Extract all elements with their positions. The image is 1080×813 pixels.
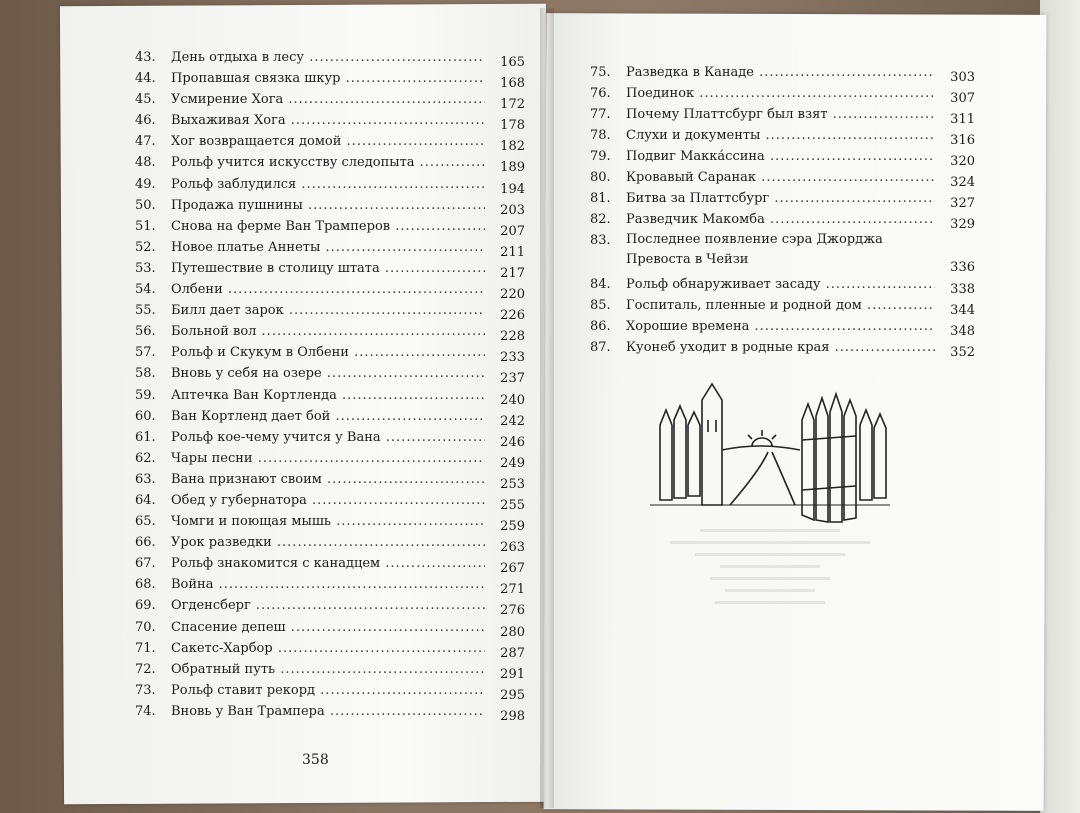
toc-entry-title: Пропавшая связка шкур .....	[171, 68, 485, 89]
toc-entry	[135, 595, 525, 619]
toc-entry-number: 49.	[135, 176, 156, 192]
toc-entry-page: 189	[500, 160, 525, 176]
toc-entry-number: 78.	[590, 128, 611, 143]
toc-entry-number: 79.	[590, 149, 611, 164]
toc-entry-title: Кровавый Саранак .....	[626, 167, 935, 188]
toc-entry-page: 329	[950, 217, 975, 232]
toc-entry-title: Урок разведки .....	[171, 532, 485, 553]
toc-entry-title: Подвиг Макка́ссина .....	[626, 146, 935, 167]
toc-entry-page: 295	[500, 687, 525, 703]
toc-entry	[590, 274, 975, 295]
toc-entry	[590, 230, 975, 274]
toc-entry	[590, 295, 975, 316]
toc-entry-number: 63.	[135, 471, 156, 487]
toc-entry-title: Поединок .....	[626, 83, 935, 104]
toc-entry-title: Рольф заблудился .....	[171, 174, 485, 195]
toc-entry-page: 276	[500, 603, 525, 619]
toc-entry-number: 47.	[135, 134, 156, 150]
toc-entry-title: Слухи и документы .....	[626, 125, 935, 146]
toc-entry-title: Рольф и Скукум в Олбени .....	[171, 342, 485, 363]
toc-entry-page: 267	[500, 561, 525, 577]
toc-entry-page: 211	[500, 244, 525, 260]
toc-entry	[590, 125, 975, 146]
toc-entry-number: 43.	[135, 50, 156, 65]
toc-left-list	[135, 47, 525, 722]
toc-entry-title: Чары песни .....	[171, 448, 485, 469]
toc-entry-number: 80.	[590, 170, 611, 185]
toc-entry-title: Обратный путь .....	[171, 659, 485, 680]
toc-entry	[135, 680, 525, 701]
toc-entry-page: 226	[500, 308, 525, 324]
toc-entry	[135, 237, 525, 258]
toc-entry-number: 62.	[135, 450, 156, 466]
toc-entry-page: 217	[500, 265, 525, 281]
toc-entry-number: 59.	[135, 387, 156, 403]
toc-entry-number: 60.	[135, 408, 156, 424]
toc-entry-page: 228	[500, 329, 525, 345]
toc-entry	[135, 47, 525, 68]
toc-entry-title: Рольф учится искусству следопыта .....	[171, 152, 485, 173]
toc-entry-page: 327	[950, 196, 975, 211]
toc-entry-number: 52.	[135, 239, 156, 255]
toc-entry-page: 263	[500, 540, 525, 556]
toc-entry	[135, 152, 525, 176]
toc-entry-title: Хог возвращается домой .....	[171, 131, 485, 152]
toc-entry-number: 72.	[135, 661, 156, 677]
toc-entry	[135, 195, 525, 216]
toc-entry	[135, 427, 525, 448]
toc-entry-page: 178	[500, 118, 525, 134]
toc-entry-title: Куонеб уходит в родные края .....	[626, 337, 935, 358]
toc-entry-title: Последнее появление сэра Джорджа Превоста в Чейзи	[626, 232, 883, 267]
toc-entry	[135, 469, 525, 490]
toc-entry-number: 84.	[590, 277, 611, 292]
toc-entry-page: 172	[500, 97, 525, 113]
toc-entry	[590, 62, 975, 83]
toc-entry-title: Продажа пушнины .....	[171, 195, 485, 216]
toc-entry	[135, 321, 525, 345]
toc-entry-page: 246	[500, 434, 525, 450]
toc-entry-page: 242	[500, 413, 525, 429]
toc-entry-page: 311	[950, 112, 975, 127]
toc-entry-number: 82.	[590, 212, 611, 227]
toc-entry-number: 61.	[135, 429, 156, 445]
toc-entry	[135, 406, 525, 427]
toc-entry	[590, 337, 975, 358]
toc-entry	[590, 104, 975, 125]
toc-entry-title: Разведка в Канаде .....	[626, 62, 935, 83]
toc-entry-number: 67.	[135, 556, 156, 572]
toc-entry-title: Билл дает зарок .....	[171, 300, 485, 321]
toc-entry-title: Битва за Платтсбург .....	[626, 188, 935, 209]
toc-entry-number: 76.	[590, 86, 611, 101]
toc-entry-page: 338	[950, 282, 975, 297]
toc-entry-page: 259	[500, 519, 525, 535]
toc-entry	[135, 279, 525, 303]
toc-entry-page: 194	[500, 181, 525, 197]
toc-entry-page: 240	[500, 392, 525, 408]
toc-entry-number: 86.	[590, 319, 611, 334]
toc-entry-number: 77.	[590, 107, 611, 122]
toc-entry-page: 207	[500, 223, 525, 239]
toc-entry-title: Обед у губернатора .....	[171, 490, 485, 511]
toc-entry-number: 53.	[135, 260, 156, 276]
toc-entry	[590, 316, 975, 337]
toc-entry-title: Вновь у Ван Трампера .....	[171, 701, 485, 722]
toc-entry	[135, 532, 525, 556]
toc-entry	[135, 553, 525, 577]
toc-entry	[135, 659, 525, 680]
toc-entry-title: День отдыха в лесу .....	[171, 47, 485, 68]
faded-imprint-text	[650, 520, 890, 720]
toc-entry-title: Снова на ферме Ван Трамперов .....	[171, 216, 485, 237]
toc-entry-number: 83.	[590, 233, 611, 248]
toc-entry-page: 316	[950, 133, 975, 148]
toc-entry-title: Рольф ставит рекорд .....	[171, 680, 485, 701]
toc-entry-page: 255	[500, 497, 525, 513]
toc-entry-page: 165	[500, 55, 525, 70]
toc-entry-page: 220	[500, 287, 525, 303]
toc-entry	[590, 209, 975, 230]
toc-entry-title: Ван Кортленд дает бой .....	[171, 406, 485, 427]
toc-entry	[590, 167, 975, 188]
toc-entry-page: 307	[950, 91, 975, 106]
toc-entry-title: Новое платье Аннеты .....	[171, 237, 485, 258]
toc-entry-number: 65.	[135, 514, 156, 530]
toc-entry-title: Олбени .....	[171, 279, 485, 300]
toc-entry-title: Госпиталь, пленные и родной дом .....	[626, 295, 935, 316]
toc-entry-title: Спасение депеш .....	[171, 617, 485, 638]
toc-entry	[135, 216, 525, 237]
toc-entry-title: Рольф знакомится с канадцем .....	[171, 553, 485, 574]
toc-entry-page: 233	[500, 350, 525, 366]
toc-entry-number: 68.	[135, 577, 156, 593]
toc-entry	[135, 363, 525, 387]
toc-entry	[135, 258, 525, 279]
toc-entry-title: Огденсберг .....	[171, 595, 485, 616]
toc-entry-page: 298	[500, 708, 525, 724]
toc-entry-page: 271	[500, 582, 525, 598]
toc-entry	[135, 174, 525, 195]
toc-entry-number: 48.	[135, 155, 156, 171]
toc-entry	[135, 490, 525, 511]
toc-entry-title: Рольф кое-чему учится у Вана .....	[171, 427, 485, 448]
toc-entry	[590, 146, 975, 167]
toc-entry-page: 287	[500, 645, 525, 661]
toc-entry-page: 203	[500, 202, 525, 218]
toc-entry-number: 69.	[135, 598, 156, 614]
toc-entry	[135, 131, 525, 155]
toc-entry-title: Больной вол .....	[171, 321, 485, 342]
toc-entry-page: 344	[950, 303, 975, 318]
toc-entry-title: Выхаживая Хога .....	[171, 110, 485, 131]
toc-entry-title: Сакетс-Харбор .....	[171, 638, 485, 659]
toc-entry	[135, 68, 525, 92]
toc-entry-number: 71.	[135, 640, 156, 656]
toc-entry-number: 55.	[135, 303, 156, 319]
toc-entry-number: 44.	[135, 71, 156, 87]
toc-entry-number: 73.	[135, 682, 156, 698]
toc-entry-title: Аптечка Ван Кортленда .....	[171, 385, 485, 406]
toc-entry-number: 70.	[135, 619, 156, 635]
toc-entry-number: 58.	[135, 366, 156, 382]
toc-entry-number: 75.	[590, 65, 611, 80]
toc-entry-number: 45.	[135, 92, 156, 108]
toc-entry-page: 237	[500, 371, 525, 387]
toc-entry	[135, 385, 525, 406]
toc-entry-title: Путешествие в столицу штата .....	[171, 258, 485, 279]
toc-entry	[135, 110, 525, 134]
toc-entry-title: Рольф обнаруживает засаду .....	[626, 274, 935, 295]
toc-entry-page: 320	[950, 154, 975, 169]
toc-entry-number: 57.	[135, 345, 156, 361]
toc-entry-title: Разведчик Макомба .....	[626, 209, 935, 230]
toc-entry	[135, 448, 525, 469]
book-gutter	[540, 8, 554, 808]
toc-entry-number: 81.	[590, 191, 611, 206]
toc-entry-page: 291	[500, 666, 525, 682]
toc-entry-page: 280	[500, 624, 525, 640]
toc-entry-title: Усмирение Хога .....	[171, 89, 485, 110]
toc-entry-title: Почему Платтсбург был взят .....	[626, 104, 935, 125]
toc-entry	[135, 574, 525, 598]
toc-entry-page: 336	[950, 260, 975, 275]
toc-entry	[135, 342, 525, 366]
toc-right-list	[590, 62, 975, 358]
toc-entry	[135, 89, 525, 113]
toc-entry-number: 50.	[135, 197, 156, 213]
toc-entry	[135, 617, 525, 638]
toc-entry-page: 249	[500, 455, 525, 471]
toc-entry-page: 168	[500, 76, 525, 92]
toc-entry-title: Чомги и поющая мышь .....	[171, 511, 485, 532]
toc-entry-page: 303	[950, 70, 975, 85]
toc-entry	[590, 188, 975, 209]
toc-entry-number: 51.	[135, 218, 156, 234]
fort-gate-illustration	[650, 380, 890, 525]
toc-entry-title: Хорошие времена .....	[626, 316, 935, 337]
toc-entry	[135, 638, 525, 659]
toc-entry-page: 324	[950, 175, 975, 190]
toc-entry-number: 74.	[135, 703, 156, 719]
toc-entry-page: 348	[950, 324, 975, 339]
toc-entry-number: 85.	[590, 298, 611, 313]
toc-entry-number: 87.	[590, 340, 611, 355]
toc-entry	[135, 511, 525, 535]
toc-entry-page: 182	[500, 139, 525, 155]
toc-entry-number: 46.	[135, 113, 156, 129]
toc-entry-page: 352	[950, 345, 975, 360]
toc-entry	[590, 83, 975, 104]
toc-entry-number: 56.	[135, 324, 156, 340]
page-number: 358	[302, 752, 329, 768]
toc-entry-page: 253	[500, 476, 525, 492]
toc-entry-number: 64.	[135, 492, 156, 508]
toc-entry-title: Вновь у себя на озере .....	[171, 363, 485, 384]
toc-entry-number: 54.	[135, 282, 156, 298]
toc-entry-title: Война .....	[171, 574, 485, 595]
toc-entry	[135, 300, 525, 324]
toc-entry-number: 66.	[135, 535, 156, 551]
toc-entry-title: Вана признают своим .....	[171, 469, 485, 490]
toc-entry	[135, 701, 525, 722]
